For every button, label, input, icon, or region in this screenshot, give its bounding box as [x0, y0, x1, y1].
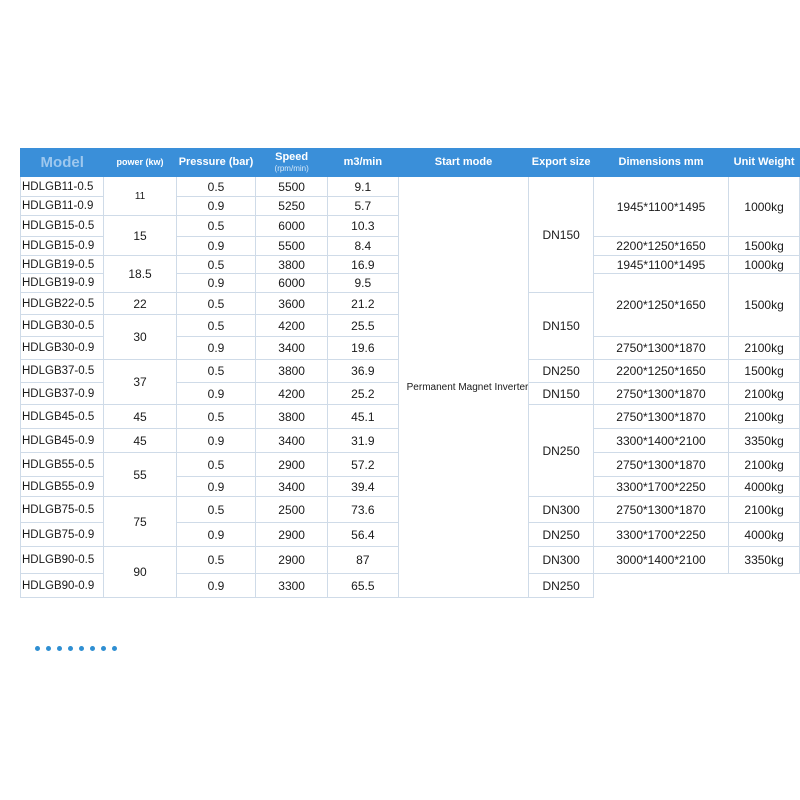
speed-cell: 5250: [256, 197, 328, 216]
flow-cell: 19.6: [328, 337, 399, 360]
dimensions-cell: 3300*1700*2250: [593, 477, 728, 497]
speed-cell: 3400: [256, 429, 328, 453]
dimensions-cell: 3300*1400*2100: [593, 429, 728, 453]
export-size-cell: DN150: [529, 177, 594, 293]
speed-cell: 2500: [256, 497, 328, 523]
flow-cell: 57.2: [328, 453, 399, 477]
speed-cell: 4200: [256, 315, 328, 337]
header-speed-unit: (rpm/min): [274, 163, 309, 173]
flow-cell: 56.4: [328, 523, 399, 547]
dimensions-cell: 2200*1250*1650: [593, 360, 728, 383]
flow-cell: 10.3: [328, 216, 399, 237]
pressure-cell: 0.5: [176, 453, 256, 477]
model-cell: HDLGB75-0.9: [21, 523, 104, 547]
carousel-dot-icon: [101, 646, 106, 651]
pressure-cell: 0.5: [176, 547, 256, 574]
pressure-cell: 0.9: [176, 383, 256, 405]
export-size-cell: DN150: [529, 293, 594, 360]
carousel-dot-icon: [112, 646, 117, 651]
pressure-cell: 0.9: [176, 574, 256, 598]
header-row: [21, 149, 800, 177]
power-cell: 15: [104, 216, 176, 256]
header-export-size: Export size: [529, 149, 594, 177]
flow-cell: 16.9: [328, 256, 399, 274]
weight-cell: 1500kg: [729, 274, 800, 337]
speed-cell: 3400: [256, 477, 328, 497]
carousel-dot-icon: [68, 646, 73, 651]
model-cell: HDLGB15-0.9: [21, 237, 104, 256]
dimensions-cell: 2750*1300*1870: [593, 337, 728, 360]
model-cell: HDLGB90-0.9: [21, 574, 104, 598]
weight-cell: 2100kg: [729, 405, 800, 429]
header-speed: [256, 149, 328, 177]
weight-cell: 1000kg: [729, 256, 800, 274]
flow-cell: 87: [328, 547, 399, 574]
flow-cell: 9.1: [328, 177, 399, 197]
pressure-cell: 0.9: [176, 197, 256, 216]
export-size-cell: DN250: [529, 405, 594, 497]
export-size-cell: DN300: [529, 497, 594, 523]
header-model: Model: [21, 149, 104, 177]
dimensions-cell: 1945*1100*1495: [593, 256, 728, 274]
model-cell: HDLGB11-0.9: [21, 197, 104, 216]
pressure-cell: 0.5: [176, 360, 256, 383]
flow-cell: 73.6: [328, 497, 399, 523]
weight-cell: 4000kg: [729, 477, 800, 497]
pressure-cell: 0.5: [176, 315, 256, 337]
flow-cell: 21.2: [328, 293, 399, 315]
flow-cell: 8.4: [328, 237, 399, 256]
export-size-cell: DN250: [529, 360, 594, 383]
power-cell: 22: [104, 293, 176, 315]
table-row: [21, 177, 800, 197]
pressure-cell: 0.5: [176, 405, 256, 429]
flow-cell: 5.7: [328, 197, 399, 216]
power-cell: 55: [104, 453, 176, 497]
header-speed-label: Speed: [275, 150, 309, 163]
export-size-cell: DN150: [529, 383, 594, 405]
pressure-cell: 0.9: [176, 274, 256, 293]
pressure-cell: 0.9: [176, 477, 256, 497]
export-size-cell: DN250: [529, 574, 594, 598]
weight-cell: 4000kg: [729, 523, 800, 547]
header-flow: m3/min: [328, 149, 399, 177]
model-cell: HDLGB15-0.5: [21, 216, 104, 237]
power-cell: 30: [104, 315, 176, 360]
dimensions-cell: 2750*1300*1870: [593, 497, 728, 523]
speed-cell: 5500: [256, 237, 328, 256]
flow-cell: 45.1: [328, 405, 399, 429]
speed-cell: 6000: [256, 216, 328, 237]
speed-cell: 2900: [256, 523, 328, 547]
power-cell: 45: [104, 429, 176, 453]
pressure-cell: 0.9: [176, 523, 256, 547]
speed-cell: 2900: [256, 453, 328, 477]
pressure-cell: 0.5: [176, 177, 256, 197]
model-cell: HDLGB90-0.5: [21, 547, 104, 574]
model-cell: HDLGB19-0.5: [21, 256, 104, 274]
flow-cell: 65.5: [328, 574, 399, 598]
page-indicator: [35, 646, 117, 651]
header-power: power (kw): [104, 149, 176, 177]
model-cell: HDLGB55-0.9: [21, 477, 104, 497]
pressure-cell: 0.9: [176, 337, 256, 360]
export-size-cell: DN250: [529, 523, 594, 547]
weight-cell: 2100kg: [729, 337, 800, 360]
pressure-cell: 0.5: [176, 216, 256, 237]
flow-cell: 9.5: [328, 274, 399, 293]
speed-cell: 3800: [256, 405, 328, 429]
speed-cell: 5500: [256, 177, 328, 197]
weight-cell: 1000kg: [729, 177, 800, 237]
model-cell: HDLGB75-0.5: [21, 497, 104, 523]
flow-cell: 25.2: [328, 383, 399, 405]
model-cell: HDLGB55-0.5: [21, 453, 104, 477]
weight-cell: 1500kg: [729, 237, 800, 256]
speed-cell: 3600: [256, 293, 328, 315]
spec-table: [20, 148, 800, 598]
carousel-dot-icon: [35, 646, 40, 651]
model-cell: HDLGB19-0.9: [21, 274, 104, 293]
model-cell: HDLGB45-0.5: [21, 405, 104, 429]
weight-cell: 2100kg: [729, 453, 800, 477]
weight-cell: 3350kg: [729, 429, 800, 453]
speed-cell: 3300: [256, 574, 328, 598]
power-cell: 90: [104, 547, 176, 598]
start-mode-cell: Permanent Magnet Inverter: [398, 177, 529, 598]
weight-cell: 2100kg: [729, 497, 800, 523]
model-cell: HDLGB30-0.9: [21, 337, 104, 360]
dimensions-cell: 3000*1400*2100: [593, 547, 728, 574]
flow-cell: 39.4: [328, 477, 399, 497]
dimensions-cell: 2750*1300*1870: [593, 453, 728, 477]
dimensions-cell: 2200*1250*1650: [593, 237, 728, 256]
flow-cell: 31.9: [328, 429, 399, 453]
export-size-cell: DN300: [529, 547, 594, 574]
pressure-cell: 0.9: [176, 429, 256, 453]
pressure-cell: 0.9: [176, 237, 256, 256]
pressure-cell: 0.5: [176, 293, 256, 315]
flow-cell: 25.5: [328, 315, 399, 337]
spec-table-body: [21, 177, 800, 598]
header-weight: Unit Weight: [729, 149, 800, 177]
weight-cell: 3350kg: [729, 547, 800, 574]
pressure-cell: 0.5: [176, 497, 256, 523]
pressure-cell: 0.5: [176, 256, 256, 274]
power-cell: 37: [104, 360, 176, 405]
carousel-dot-icon: [90, 646, 95, 651]
speed-cell: 3400: [256, 337, 328, 360]
model-cell: HDLGB30-0.5: [21, 315, 104, 337]
flow-cell: 36.9: [328, 360, 399, 383]
carousel-dot-icon: [79, 646, 84, 651]
power-cell: 11: [104, 177, 176, 216]
speed-cell: 4200: [256, 383, 328, 405]
speed-cell: 6000: [256, 274, 328, 293]
power-cell: 75: [104, 497, 176, 547]
model-cell: HDLGB22-0.5: [21, 293, 104, 315]
dimensions-cell: 2750*1300*1870: [593, 405, 728, 429]
model-cell: HDLGB45-0.9: [21, 429, 104, 453]
carousel-dot-icon: [57, 646, 62, 651]
model-cell: HDLGB11-0.5: [21, 177, 104, 197]
speed-cell: 3800: [256, 256, 328, 274]
power-cell: 18.5: [104, 256, 176, 293]
dimensions-cell: 3300*1700*2250: [593, 523, 728, 547]
speed-cell: 2900: [256, 547, 328, 574]
dimensions-cell: 2200*1250*1650: [593, 274, 728, 337]
weight-cell: 1500kg: [729, 360, 800, 383]
carousel-dot-icon: [46, 646, 51, 651]
header-start-mode: Start mode: [398, 149, 529, 177]
header-pressure: Pressure (bar): [176, 149, 256, 177]
dimensions-cell: 1945*1100*1495: [593, 177, 728, 237]
model-cell: HDLGB37-0.9: [21, 383, 104, 405]
header-dimensions: Dimensions mm: [593, 149, 728, 177]
speed-cell: 3800: [256, 360, 328, 383]
power-cell: 45: [104, 405, 176, 429]
model-cell: HDLGB37-0.5: [21, 360, 104, 383]
weight-cell: 2100kg: [729, 383, 800, 405]
dimensions-cell: 2750*1300*1870: [593, 383, 728, 405]
